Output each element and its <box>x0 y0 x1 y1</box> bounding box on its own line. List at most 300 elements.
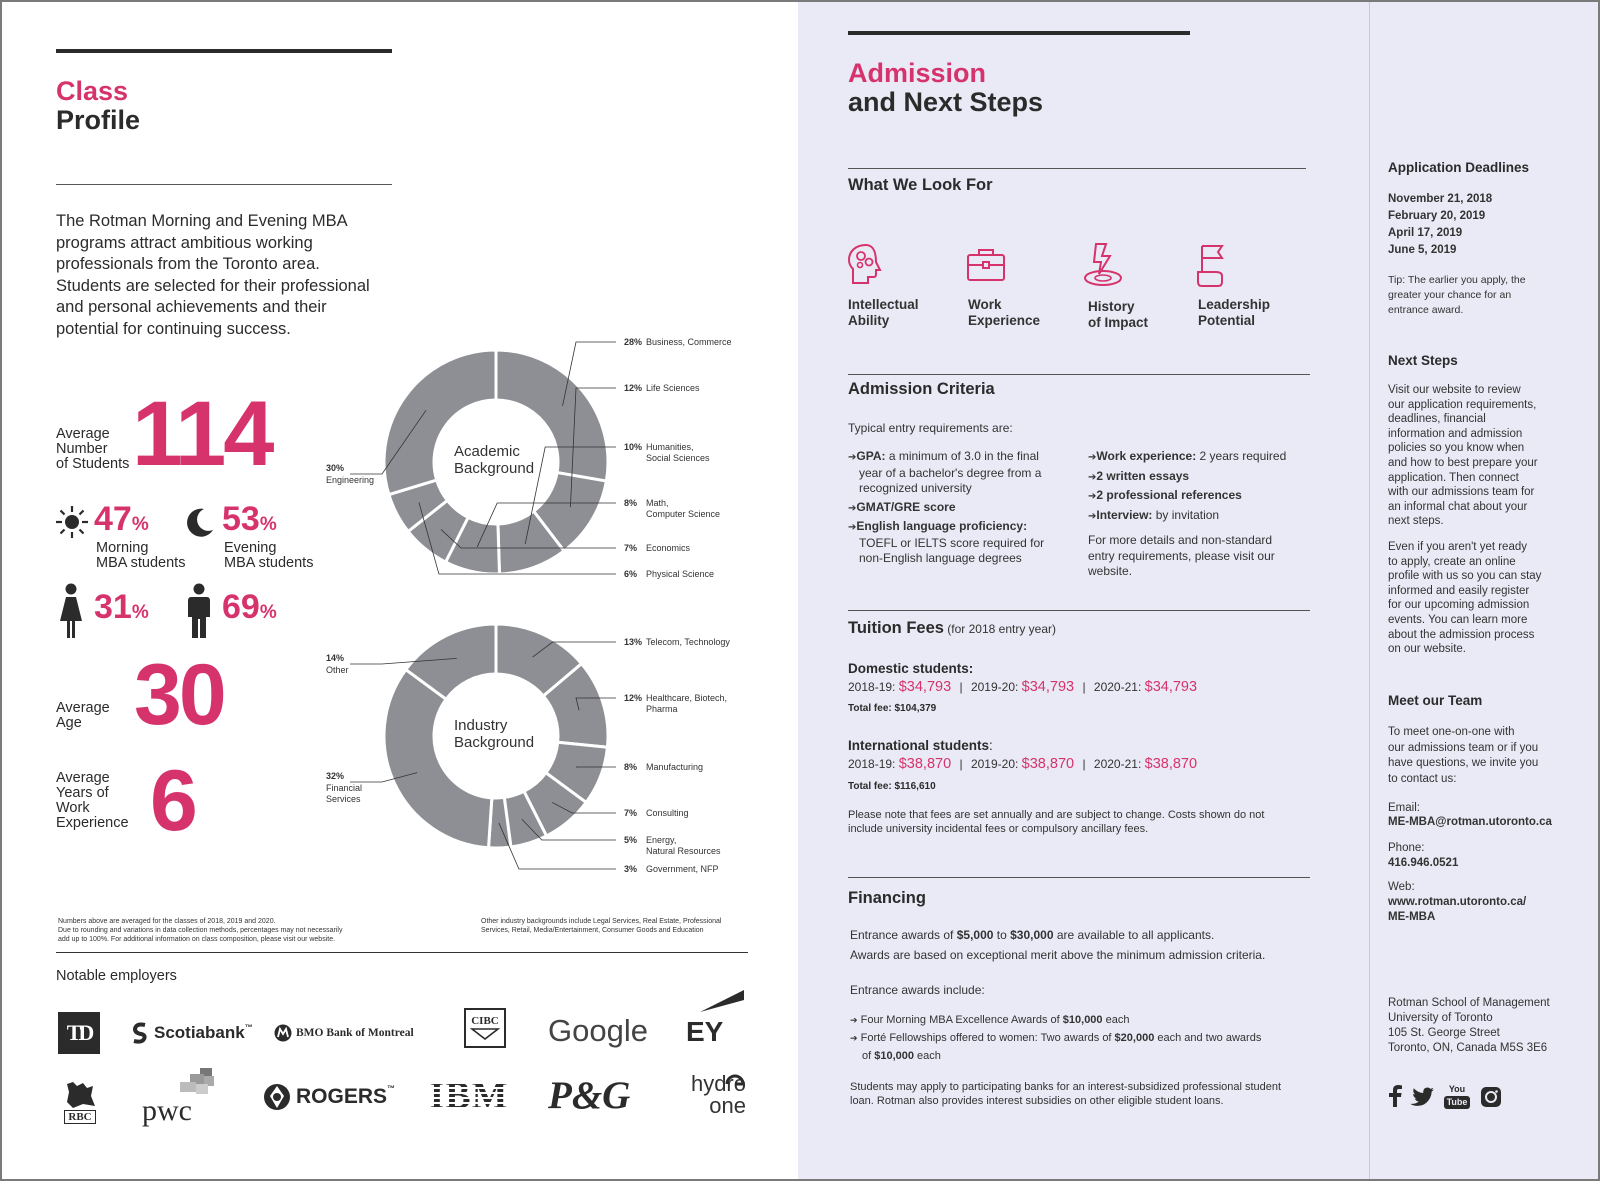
sun-icon <box>54 504 90 540</box>
text-line: our application requirements, <box>1388 398 1537 411</box>
text: to <box>993 928 1011 942</box>
amount: $30,000 <box>1010 928 1054 942</box>
female-pct <box>94 588 149 627</box>
moon-icon <box>182 505 216 539</box>
pwc-text: pwc <box>142 1094 192 1127</box>
web-line: ME-MBA <box>1388 910 1436 923</box>
financing-line-2: Awards are based on exceptional merit above the minimum admission criteria. <box>850 948 1266 962</box>
domestic-fees <box>848 680 1197 696</box>
employers-title: Notable employers <box>56 968 177 984</box>
data-label: 13% <box>624 637 643 647</box>
year-label: 2018-19: <box>848 680 899 694</box>
data-label: 28% <box>624 337 643 347</box>
text-line: events. You can learn more <box>1388 613 1528 626</box>
tuition-heading <box>848 619 1056 638</box>
data-label: 32% <box>326 771 345 781</box>
category-label: Manufacturing <box>646 762 704 772</box>
work-experience-label <box>968 297 1040 329</box>
phone-label: Phone: <box>1388 842 1425 854</box>
morning-pct-number: 47 <box>94 500 132 538</box>
fee-amount: $34,793 <box>1021 679 1075 695</box>
category-label: Physical Science <box>646 569 715 579</box>
next-steps-text <box>1388 383 1538 529</box>
data-label: 7% <box>624 543 638 553</box>
intro-line: potential for continuing success. <box>56 319 291 338</box>
intro-line: programs attract ambitious working <box>56 233 313 252</box>
work-label: Work experience: <box>1096 449 1197 463</box>
award-item <box>850 1011 1261 1029</box>
arrow-icon: ➔ <box>1088 510 1097 522</box>
domestic-total: Total fee: $104,379 <box>848 703 937 714</box>
bmo-roundel-icon <box>274 1024 292 1042</box>
youtube-icon[interactable] <box>1444 1085 1470 1109</box>
label-line: MBA students <box>96 555 186 571</box>
text: Four Morning MBA Excellence Awards of <box>860 1014 1063 1026</box>
text-line: an informal chat about your <box>1388 500 1528 513</box>
label-line: of Students <box>56 456 130 472</box>
class-profile-title-2: Profile <box>56 105 141 135</box>
avg-students-label <box>56 427 129 472</box>
text: each <box>914 1050 941 1062</box>
data-label: 5% <box>624 835 638 845</box>
donut-charts <box>320 330 760 900</box>
note-line: loan. Rotman also provides interest subsidies on other eligible student loans. <box>850 1095 1224 1107</box>
text-line: policies so you know when <box>1388 442 1525 455</box>
cibc-logo <box>464 1008 506 1048</box>
text-line: To meet one-on-one with <box>1388 726 1515 738</box>
trademark: ™ <box>244 1023 253 1032</box>
arrow-icon: ➔ <box>848 522 857 533</box>
arrow-icon: ➔ <box>850 1033 858 1043</box>
arrow-icon: ➔ <box>1088 491 1097 502</box>
english-line: TOEFL or IELTS score required for <box>859 535 1045 550</box>
scotiabank-text: Scotiabank <box>154 1023 245 1042</box>
data-label: 30% <box>326 463 345 473</box>
top-rule-left <box>56 49 392 53</box>
year-label: 2018-19: <box>848 757 899 771</box>
tip-line: entrance award. <box>1388 304 1464 316</box>
intl-label-text: International students <box>848 738 990 753</box>
intro-line: Students are selected for their professional <box>56 276 370 295</box>
label-line: Years of <box>56 785 109 801</box>
awards-list <box>850 1011 1261 1065</box>
phone-number[interactable]: 416.946.0521 <box>1388 857 1459 869</box>
category-label: Healthcare, Biotech, <box>646 693 728 703</box>
loan-note <box>850 1080 1281 1108</box>
ey-logo <box>686 990 746 1054</box>
address-line: University of Toronto <box>1388 1012 1493 1024</box>
category-label: Economics <box>646 543 691 553</box>
tip <box>1388 273 1526 318</box>
intro-line: The Rotman Morning and Evening MBA <box>56 212 348 230</box>
essays-text: 2 written essays <box>1096 468 1190 483</box>
text: of <box>862 1050 875 1062</box>
text: each and two awards <box>1154 1032 1262 1044</box>
year-label: 2020-21: <box>1093 680 1145 694</box>
note-line: include university incidental fees or compulsory ancillary fees. <box>848 823 1149 835</box>
label-line: Age <box>56 715 82 731</box>
brain-gears-icon <box>846 243 886 285</box>
label-line: Leadership <box>1198 297 1271 312</box>
percent-sign: % <box>259 602 277 623</box>
arrow-icon: ➔ <box>1088 471 1097 483</box>
morning-pct <box>94 500 149 539</box>
work-item <box>1088 449 1314 466</box>
label-line: Experience <box>968 313 1041 328</box>
label-line: Work <box>968 297 1002 312</box>
footnote-line: Due to rounding and variations in data collection methods, percentages may not necessarily <box>58 927 343 934</box>
tip-line: greater your chance for an <box>1388 289 1512 301</box>
td-logo: TD <box>58 1012 100 1054</box>
address-line: Rotman School of Management <box>1388 997 1550 1009</box>
fee-amount: $34,793 <box>898 679 952 695</box>
divider <box>848 877 1310 878</box>
gpa-label: GPA: <box>856 449 886 463</box>
data-label: 10% <box>624 442 643 452</box>
text-line: for our upcoming admission <box>1388 599 1530 612</box>
category-label: Consulting <box>646 808 689 818</box>
financing-line-1 <box>850 928 1214 944</box>
essays-item <box>1088 469 1314 486</box>
bmo-logo <box>274 1012 414 1054</box>
deadline-date: April 17, 2019 <box>1388 227 1463 239</box>
evening-pct-number: 53 <box>222 500 260 538</box>
hydro-one-logo <box>664 1070 746 1120</box>
data-label: 3% <box>624 864 638 874</box>
data-label: 8% <box>624 762 638 772</box>
web-line: www.rotman.utoronto.ca/ <box>1388 896 1527 908</box>
scotiabank-s-icon <box>130 1022 150 1044</box>
deadline-date: June 5, 2019 <box>1388 244 1457 256</box>
category-label: Engineering <box>326 475 375 485</box>
text-line: Visit our website to review <box>1388 384 1521 396</box>
avg-experience-value: 6 <box>150 753 195 849</box>
fees-note <box>848 808 1264 836</box>
footnote-line: add up to 100%. For additional information on class composition, please visit our website. <box>58 936 336 943</box>
bmo-text: BMO Bank of Montreal <box>296 1027 414 1039</box>
ibm-logo <box>428 1074 510 1118</box>
interview-text: by invitation <box>1152 507 1220 522</box>
label-line: Evening <box>224 540 277 556</box>
label-line: MBA students <box>224 555 314 571</box>
data-label: 12% <box>624 383 643 393</box>
amount: $20,000 <box>1114 1032 1155 1044</box>
female-pct-number: 31 <box>94 588 132 626</box>
note-line: Services, Retail, Media/Entertainment, Consumer Goods and Education <box>481 927 704 934</box>
data-label: 14% <box>326 653 345 663</box>
avg-age-value: 30 <box>134 647 224 743</box>
female-icon <box>58 583 84 639</box>
separator: | <box>959 680 963 694</box>
text-line: and how to best prepare your <box>1388 456 1538 469</box>
rbc-logo <box>58 1074 102 1124</box>
fee-amount: $38,870 <box>1144 756 1198 772</box>
leadership-potential-label <box>1198 297 1270 329</box>
what-we-look-for-heading: What We Look For <box>848 176 993 194</box>
divider <box>848 168 1306 169</box>
text: Forté Fellowships offered to women: Two awards of <box>860 1032 1115 1044</box>
text-line: our admissions team or if you <box>1388 741 1539 754</box>
tuition-note: (for 2018 entry year) <box>943 622 1057 636</box>
deadline-date: November 21, 2018 <box>1388 193 1493 205</box>
category-label: Energy, <box>646 835 677 845</box>
category-label: Services <box>326 794 361 804</box>
deadlines-list <box>1388 191 1492 259</box>
tip-line: Tip: The earlier you apply, the <box>1388 274 1526 286</box>
arrow-icon: ➔ <box>850 1015 858 1025</box>
sidebar-divider <box>1369 2 1370 1179</box>
youtube-tube: Tube <box>1444 1096 1470 1109</box>
text: are available to all applicants. <box>1053 928 1215 942</box>
evening-pct <box>222 500 277 539</box>
note-line: Other industry backgrounds include Legal Services, Real Estate, Professional <box>481 918 722 925</box>
briefcase-icon <box>966 246 1006 282</box>
category-label: Life Sciences <box>646 383 700 393</box>
fee-amount: $34,793 <box>1144 679 1198 695</box>
donut-slice <box>384 670 492 848</box>
divider <box>848 610 1310 611</box>
web-link[interactable] <box>1388 895 1526 924</box>
more-line: entry requirements, please visit our <box>1088 548 1275 563</box>
text-line: information and admission <box>1388 427 1523 440</box>
label-line: Ability <box>848 313 890 328</box>
category-label: Math, <box>646 498 669 508</box>
ibm-text: IBM <box>429 1075 509 1117</box>
evening-label <box>224 541 313 571</box>
data-label: 8% <box>624 498 638 508</box>
amount: $10,000 <box>874 1050 914 1062</box>
ey-text: EY <box>686 1016 724 1047</box>
text-line: next steps. <box>1388 515 1444 528</box>
class-profile-title-1: Class <box>56 76 129 106</box>
more-line: For more details and non-standard <box>1088 533 1273 547</box>
morning-label <box>96 541 185 571</box>
criteria-col-2 <box>1088 449 1314 580</box>
avg-age-label <box>56 701 110 731</box>
award-item-cont <box>850 1047 1261 1065</box>
gmat-item <box>848 500 1074 517</box>
ey-beam-icon <box>700 990 744 1012</box>
rogers-logo <box>262 1078 395 1116</box>
google-logo: Google <box>548 1013 648 1048</box>
email-label: Email: <box>1388 802 1420 814</box>
male-pct <box>222 588 277 627</box>
category-label: Financial <box>326 783 363 793</box>
meet-team-heading: Meet our Team <box>1388 693 1483 708</box>
award-item <box>850 1029 1261 1047</box>
rogers-swirl-icon <box>262 1082 292 1112</box>
percent-sign: % <box>131 602 149 623</box>
label-line: Intellectual <box>848 297 919 312</box>
arrow-icon: ➔ <box>1088 452 1097 463</box>
scotiabank-logo <box>130 1012 253 1054</box>
awards-include: Entrance awards include: <box>850 983 985 997</box>
category-label: Computer Science <box>646 509 721 519</box>
divider <box>848 374 1310 375</box>
avg-students-value: 114 <box>132 383 272 485</box>
label-line: of Impact <box>1088 315 1149 330</box>
intl-label <box>848 738 993 753</box>
rogers-text: ROGERS <box>296 1085 388 1108</box>
flag-hand-icon <box>1196 242 1232 288</box>
domestic-label: Domestic students: <box>848 661 974 676</box>
lightning-impact-icon <box>1082 242 1124 288</box>
gmat-text: GMAT/GRE score <box>856 499 956 514</box>
address <box>1388 996 1550 1056</box>
youtube-you: You <box>1448 1084 1466 1094</box>
amount: $10,000 <box>1062 1014 1103 1026</box>
history-of-impact-label <box>1088 299 1148 331</box>
footnote-line: Numbers above are averaged for the classes of 2018, 2019 and 2020. <box>58 918 276 925</box>
label-line: Number <box>56 441 108 457</box>
label-line: Potential <box>1198 313 1256 328</box>
admission-title-2: and Next Steps <box>848 87 1044 117</box>
percent-sign: % <box>259 514 277 535</box>
intellectual-ability-label <box>848 297 919 329</box>
arrow-icon: ➔ <box>848 502 857 514</box>
address-line: Toronto, ON, Canada M5S 3E6 <box>1388 1042 1548 1054</box>
work-text: 2 years required <box>1196 449 1287 463</box>
text-line: with our admissions team for <box>1388 486 1535 499</box>
text-line: Even if you aren't yet ready <box>1388 541 1527 553</box>
separator: | <box>959 757 963 771</box>
refs-item <box>1088 488 1314 505</box>
text-line: deadlines, financial <box>1388 413 1486 426</box>
fee-amount: $38,870 <box>898 756 952 772</box>
interview-item <box>1088 508 1314 525</box>
criteria-col-1 <box>848 449 1074 567</box>
rbc-lion-icon <box>63 1080 97 1110</box>
english-line: non-English language degrees <box>859 551 1022 565</box>
text-line: to contact us: <box>1388 772 1457 785</box>
web-label: Web: <box>1388 881 1415 893</box>
deadline-date: February 20, 2019 <box>1388 210 1486 222</box>
pwc-logo <box>140 1068 222 1126</box>
email-link[interactable]: ME-MBA@rotman.utoronto.ca <box>1388 816 1552 828</box>
avg-experience-label <box>56 771 129 831</box>
employers-divider <box>56 952 748 953</box>
rbc-text: RBC <box>64 1110 95 1124</box>
category-label: Other <box>326 665 349 675</box>
pg-logo: P&G <box>548 1073 631 1117</box>
hydro-one-text: hydro one <box>690 1071 746 1118</box>
male-pct-number: 69 <box>222 588 260 626</box>
deadlines-heading: Application Deadlines <box>1388 160 1530 175</box>
label-line: Morning <box>96 540 149 556</box>
separator: | <box>1082 757 1086 771</box>
facebook-icon[interactable] <box>1388 1085 1402 1107</box>
colon: : <box>989 738 993 753</box>
hydro-one-arc-icon <box>724 1072 746 1092</box>
admission-criteria-heading: Admission Criteria <box>848 380 995 398</box>
data-label: 6% <box>624 569 638 579</box>
more-line: website. <box>1088 564 1133 578</box>
trademark: ™ <box>387 1084 396 1093</box>
amount: $5,000 <box>956 928 994 942</box>
data-label: 7% <box>624 808 638 818</box>
text: each <box>1102 1014 1130 1026</box>
year-label: 2020-21: <box>1093 757 1145 771</box>
note-line: Students may apply to participating banks for an interest-subsidized professional student <box>850 1081 1282 1093</box>
label-line: Work <box>56 800 90 816</box>
text-line: have questions, we invite you <box>1388 757 1539 769</box>
intl-fees <box>848 757 1197 773</box>
financing-heading: Financing <box>848 889 926 907</box>
text-line: to apply, create an online <box>1388 555 1516 568</box>
instagram-icon[interactable] <box>1480 1086 1502 1108</box>
category-label: Government, NFP <box>646 864 719 874</box>
criteria-intro: Typical entry requirements are: <box>848 421 1013 435</box>
text-line: informed and easily register <box>1388 584 1530 597</box>
team-text <box>1388 725 1538 787</box>
category-label: Telecom, Technology <box>646 637 730 647</box>
refs-text: 2 professional references <box>1096 488 1242 502</box>
text-line: about the admission process <box>1388 628 1535 641</box>
interview-label: Interview: <box>1096 507 1153 522</box>
label-line: Average <box>56 700 110 716</box>
chart-title: Background <box>454 460 535 477</box>
label-line: Experience <box>56 815 129 831</box>
gpa-line: year of a bachelor's degree from a <box>859 465 1042 480</box>
intro-line: professionals from the Toronto area. <box>56 255 320 273</box>
intl-total: Total fee: $116,610 <box>848 781 936 792</box>
category-label: Humanities, <box>646 442 694 452</box>
label-line: Average <box>56 426 110 442</box>
chart-title: Background <box>454 734 535 751</box>
text-line: application. Then connect <box>1388 471 1519 484</box>
data-label: 12% <box>624 693 643 703</box>
tuition-title: Tuition Fees <box>848 619 944 637</box>
text-line: profile with us so you can stay <box>1388 570 1542 583</box>
category-label: Business, Commerce <box>646 337 732 347</box>
cibc-shield-icon <box>470 1027 500 1041</box>
gpa-line: recognized university <box>859 481 972 495</box>
twitter-icon[interactable] <box>1410 1087 1434 1107</box>
english-item <box>848 519 1074 536</box>
address-line: 105 St. George Street <box>1388 1027 1500 1039</box>
chart-title: Academic <box>454 443 520 460</box>
year-label: 2019-20: <box>970 680 1022 694</box>
intro-paragraph <box>56 211 396 340</box>
text: Entrance awards of <box>850 928 957 942</box>
top-rule-right <box>848 31 1190 35</box>
admission-title-1: Admission <box>848 58 987 88</box>
next-steps-heading: Next Steps <box>1388 353 1458 368</box>
ready-text <box>1388 540 1541 657</box>
label-line: History <box>1088 299 1135 314</box>
male-icon <box>186 583 212 639</box>
category-label: Natural Resources <box>646 846 721 856</box>
category-label: Social Sciences <box>646 453 710 463</box>
year-label: 2019-20: <box>970 757 1022 771</box>
industry-note <box>481 917 761 935</box>
cibc-text: CIBC <box>471 1015 499 1027</box>
category-label: Pharma <box>646 704 678 714</box>
percent-sign: % <box>131 514 149 535</box>
gpa-item <box>848 449 1074 466</box>
gpa-text: a minimum of 3.0 in the final <box>885 449 1039 463</box>
text-line: on our website. <box>1388 643 1466 656</box>
chart-title: Industry <box>454 717 508 734</box>
english-label: English language proficiency: <box>856 519 1028 533</box>
divider <box>56 184 392 185</box>
separator: | <box>1082 680 1086 694</box>
intro-line: and personal achievements and their <box>56 298 327 316</box>
footnote <box>58 917 438 944</box>
note-line: Please note that fees are set annually and are subject to change. Costs shown do not <box>848 809 1265 821</box>
label-line: Average <box>56 770 110 786</box>
fee-amount: $38,870 <box>1021 756 1075 772</box>
